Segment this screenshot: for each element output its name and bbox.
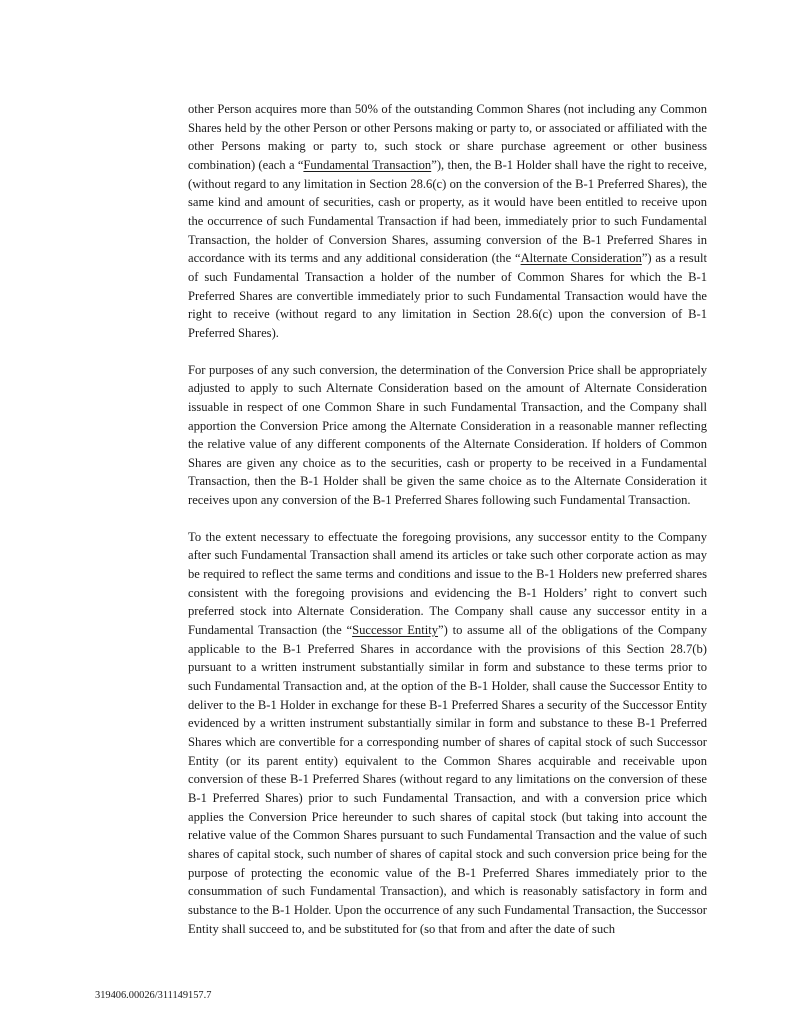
text-run: To the extent necessary to effectuate the foregoing provisions, any successor entity to the Company after such Fundamental Transaction shall amend its articles or take such other corporate action as may be required to reflect the same terms and conditions and issue to the B-1 Holders new preferred shares consistent with the foregoing provisions and evidencing the B-1 Holders’ right to convert such preferred stock into Alternate Consideration. The Company shall cause any successor entity in a Fundamental Transaction (the “: [188, 529, 707, 638]
text-run: ”) to assume all of the obligations of the Company applicable to the B-1 Preferred Shares in accordance with the provisions of this Section 28.7(b) pursuant to a written instrument substantially similar in form and substance to these terms prior to such Fundamental Transaction and, at the option of the B-1 Holder, shall cause the Successor Entity to deliver to the B-1 Holder in exchange for these B-1 Preferred Shares a security of the Successor Entity evidenced by a written instrument substantially similar in form and substance to these B-1 Preferred Shares which are convertible for a corresponding number of shares of capital stock of such Successor Entity (or its parent entity) equivalent to the Common Shares acquirable and receivable upon conversion of these B-1 Preferred Shares (without regard to any limitations on the conversion of these B-1 Preferred Shares) prior to such Fundamental Transaction, and with a conversion price which applies the Conversion Price hereunder to such shares of capital stock (but taking into account the relative value of the Common Shares pursuant to such Fundamental Transaction and the value of such shares of capital stock, such number of shares of capital stock and such conversion price being for the purpose of protecting the economic value of the B-1 Preferred Shares immediately prior to the consummation of such Fundamental Transaction), and which is reasonably satisfactory in form and substance to the B-1 Holder. Upon the occurrence of any such Fundamental Transaction, the Successor Entity shall succeed to, and be substituted for (so that from and after the date of such: [188, 623, 707, 936]
paragraph-successor-entity: [188, 528, 707, 938]
text-run: ”), then, the B-1 Holder shall have the right to receive, (without regard to any limitation in Section 28.6(c) on the conversion of the B-1 Preferred Shares), the same kind and amount of securities, cash or property, as it would have been entitled to receive upon the occurrence of such Fundamental Transaction if had been, immediately prior to such Fundamental Transaction, the holder of Conversion Shares, assuming conversion of the B-1 Preferred Shares in accordance with its terms and any additional consideration (the “: [188, 157, 707, 266]
paragraph-conversion-price: [188, 361, 707, 510]
text-run: other Person acquires more than 50% of the outstanding Common Shares (not including any Common Shares held by the other Person or other Persons making or party to, or associated or affiliated with the other Persons making or party to, such stock or share purchase agreement or other business combination) (each a “: [188, 102, 707, 172]
text-run: ”) as a result of such Fundamental Transaction a holder of the number of Common Shares for which the B-1 Preferred Shares are convertible immediately prior to such Fundamental Transaction would have the right to receive (without regard to any limitation in Section 28.6(c) upon the conversion of B-1 Preferred Shares).: [188, 251, 707, 340]
paragraph-fundamental-transaction: [188, 100, 707, 343]
defined-term-alternate-consideration: Alternate Consideration: [520, 251, 642, 266]
document-footer-id: 319406.00026/311149157.7: [95, 990, 212, 1001]
defined-term-successor-entity: Successor Entity: [352, 623, 438, 638]
document-body: [188, 100, 707, 938]
text-run: For purposes of any such conversion, the determination of the Conversion Price shall be appropriately adjusted to apply to such Alternate Consideration based on the amount of Alternate Consideration issuable in respect of one Common Share in such Fundamental Transaction, and the Company shall apportion the Conversion Price among the Alternate Consideration in a reasonable manner reflecting the relative value of any different components of the Alternate Consideration. If holders of Common Shares are given any choice as to the securities, cash or property to be received in a Fundamental Transaction, then the B-1 Holder shall be given the same choice as to the Alternate Consideration it receives upon any conversion of the B-1 Preferred Shares following such Fundamental Transaction.: [188, 362, 707, 508]
defined-term-fundamental-transaction: Fundamental Transaction: [303, 157, 432, 172]
